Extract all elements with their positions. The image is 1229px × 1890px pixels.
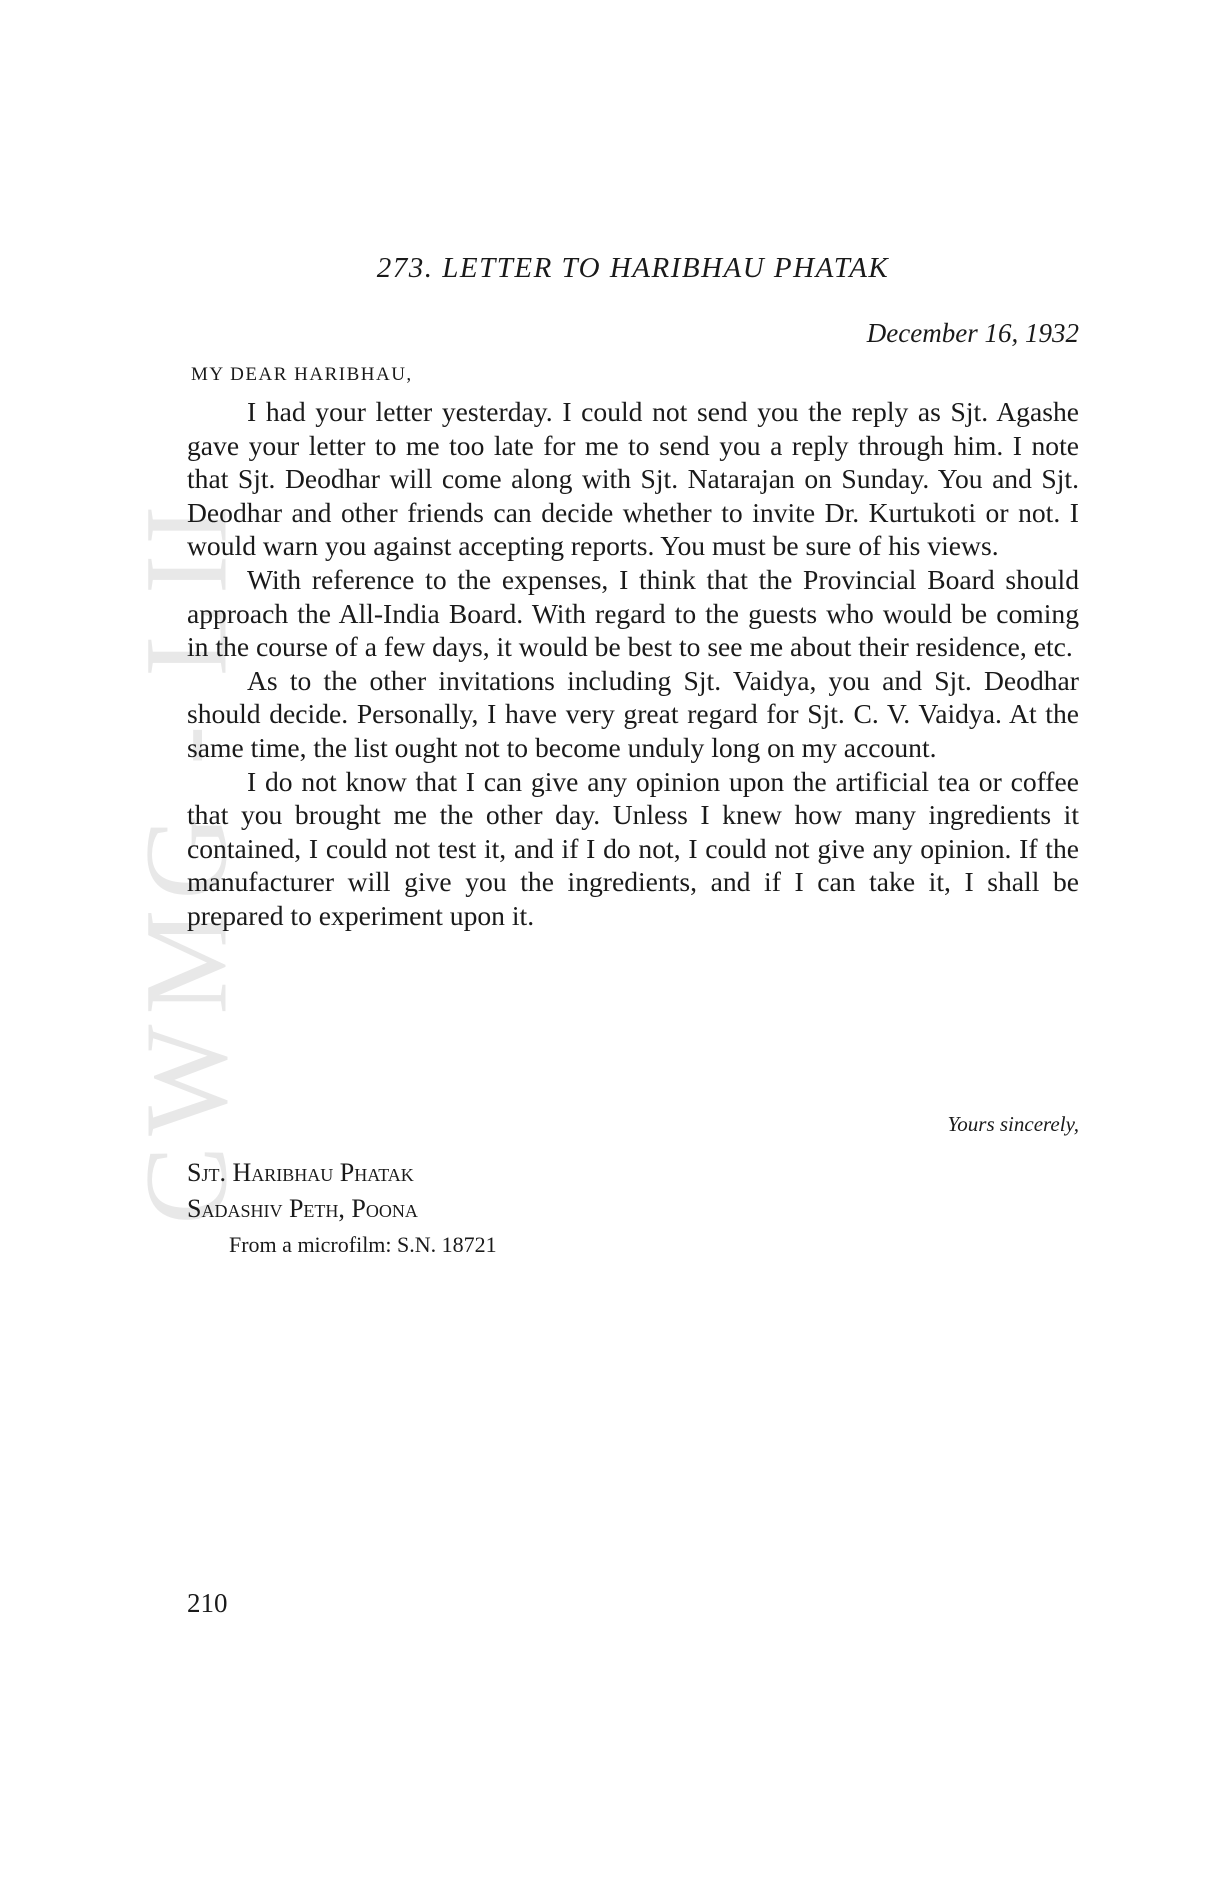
paragraph: As to the other invitations including Sjt. Vaidya, you and Sjt. Deodhar should decide. Personally, I have very great regard for Sjt. C. V. Vaidya. At the same time, the list ought not to become unduly long on my account.: [187, 664, 1079, 763]
address-line-2: Sadashiv Peth, Poona: [187, 1194, 418, 1223]
letter-body: [187, 395, 1079, 933]
page-number: 210: [187, 1588, 228, 1618]
recipient-address: [187, 1155, 418, 1227]
salutation: MY DEAR HARIBHAU,: [191, 364, 413, 385]
paragraph: I do not know that I can give any opinion upon the artificial tea or coffee that you brought me the other day. Unless I knew how many ingredients it contained, I could not test it, and if I do not, I could not give any opinion. If the manufacturer will give you the ingredients, and if I can take it, I shall be prepared to experiment upon it.: [187, 765, 1079, 931]
letter-date: December 16, 1932: [866, 318, 1079, 348]
address-line-1: Sjt. Haribhau Phatak: [187, 1158, 414, 1187]
paragraph: I had your letter yesterday. I could not send you the reply as Sjt. Agashe gave your letter to me too late for me to send you a reply through him. I note that Sjt. Deodhar will come along with Sjt. Natarajan on Sunday. You and Sjt. Deodhar and other friends can decide whether to invite Dr. Kurtukoti or not. I would warn you against accepting reports. You must be sure of his views.: [187, 396, 1079, 562]
source-note: From a microfilm: S.N. 18721: [229, 1232, 497, 1257]
closing: Yours sincerely,: [947, 1112, 1079, 1136]
letter-title: 273. LETTER TO HARIBHAU PHATAK: [376, 252, 890, 284]
paragraph: With reference to the expenses, I think that the Provincial Board should approach the All-India Board. With regard to the guests who would be coming in the course of a few days, it would be best to see me about their residence, etc.: [187, 563, 1079, 663]
watermark-text: CWMG - LII: [121, 495, 252, 1225]
